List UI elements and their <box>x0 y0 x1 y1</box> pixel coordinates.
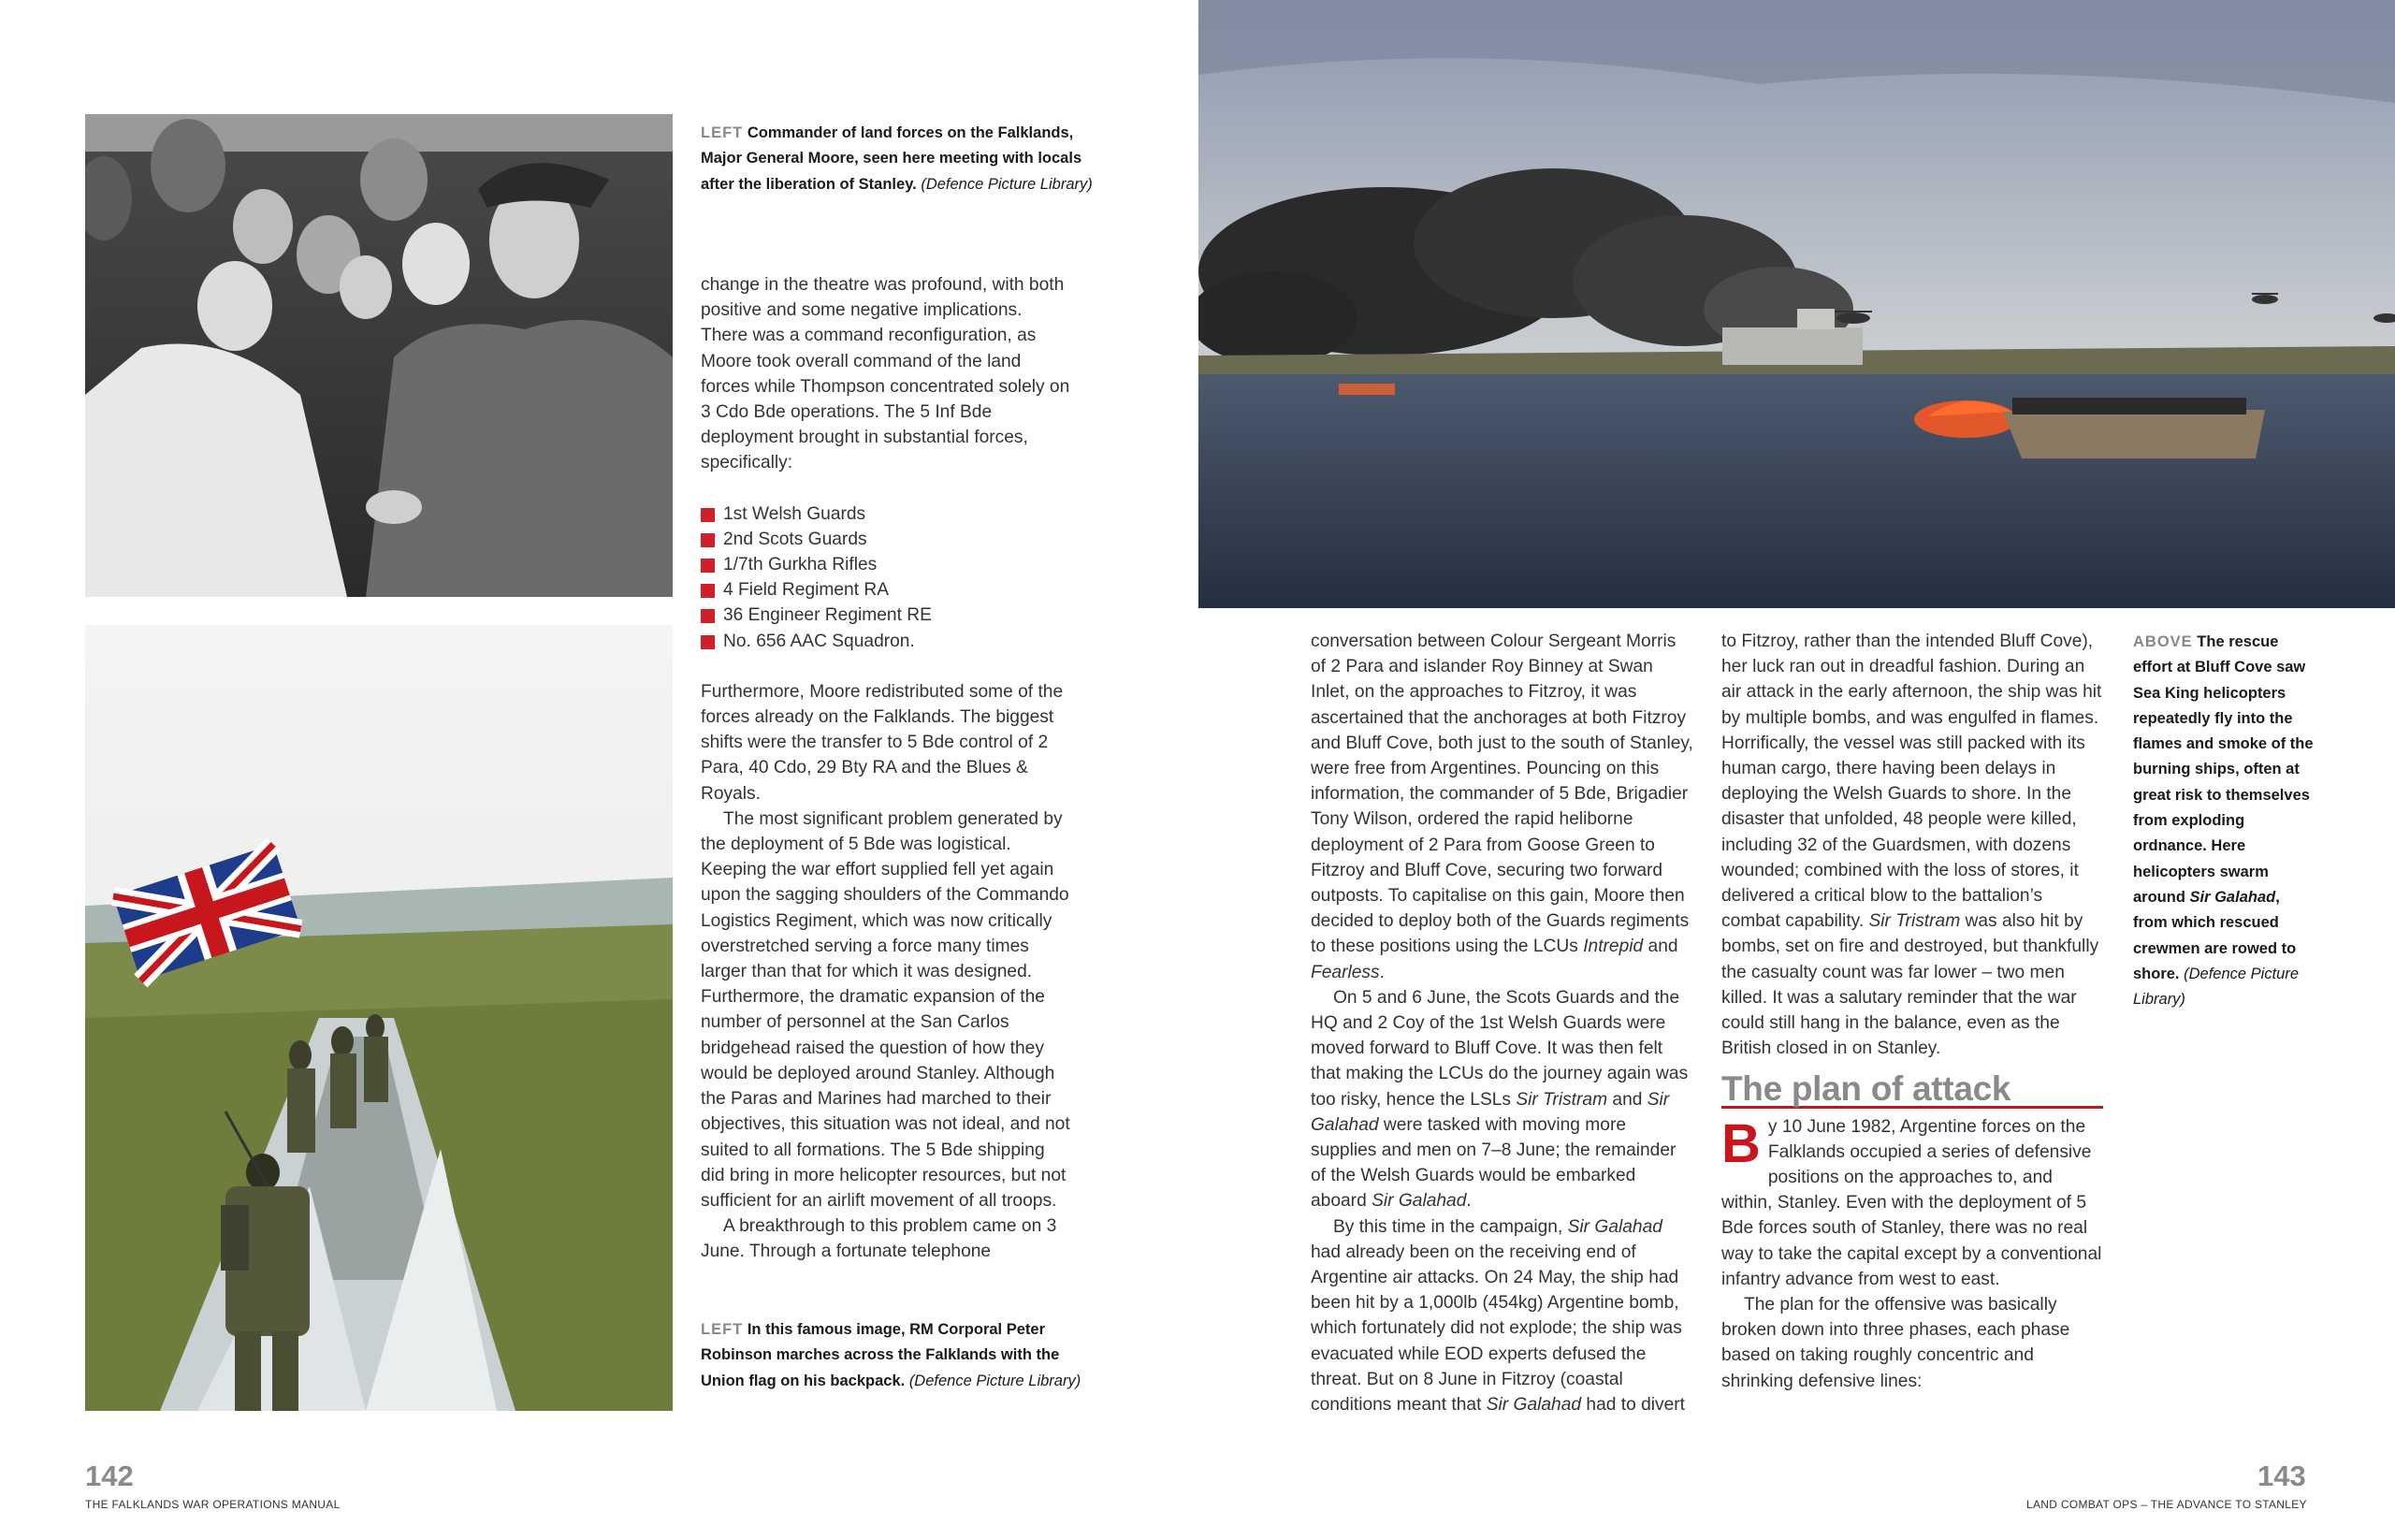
paragraph: By 10 June 1982, Argentine forces on the Falklands occupied a series of defensive positions on the approaches to, and within, Stanley. Even with the deployment of 5 Bde forces south of Stanley, there was no real way to take the capital except by a conventional infantry advance from west to east. <box>1721 1112 2102 1289</box>
caption-credit: (Defence Picture Library) <box>921 175 1093 193</box>
page-number-left: 142 <box>85 1460 134 1492</box>
drop-cap: B <box>1721 1112 1761 1174</box>
list-item: 2nd Scots Guards <box>701 527 1073 552</box>
paragraph: change in the theatre was profound, with both positive and some negative implications. There was a command reconfiguration, as Moore took overall command of the land forces while Thompson concentrated solely on 3 Cdo Bde operations. The 5 Inf Bde deployment brought in substantial forces, specifically: <box>701 275 1070 473</box>
paragraph: On 5 and 6 June, the Scots Guards and the HQ and 2 Coy of the 1st Welsh Guards were moved forward to Bluff Cove. It was then felt that making the LCUs do the journey again was too risky, hence the LSLs Sir Tristram and Sir Galahad were tasked with moving more supplies and men on 7–8 June; the remainder of the Welsh Guards would be embarked aboard Sir Galahad. <box>1311 987 1689 1212</box>
caption-text: The rescue effort at Bluff Cove saw Sea King helicopters repeatedly fly into the flames and smoke of the burning ships, often at great risk to themselves from exploding ordnance. Here helicopters swarm around <box>2133 633 2314 906</box>
paragraph: Furthermore, Moore redistributed some of the forces already on the Falklands. The biggest shifts were the transfer to 5 Bde control of 2 Para, 40 Cdo, 29 Bty RA and the Blues & Royals. <box>701 681 1064 804</box>
page-number-right: 143 <box>2257 1460 2306 1492</box>
bullet-square-icon <box>701 609 715 623</box>
paragraph: A breakthrough to this problem came on 3 June. Through a fortunate telephone <box>701 1216 1057 1262</box>
column-1-text <box>701 272 1073 1265</box>
photo-moore-with-locals <box>85 114 673 597</box>
unit-list <box>701 501 1073 654</box>
section-heading-block <box>1721 1069 2103 1109</box>
bullet-square-icon <box>701 559 715 573</box>
caption-above-right: ABOVE The rescue effort at Bluff Cove saw Sea King helicopters repeatedly fly into the flames and smoke of the burning ships, often at great risk to themselves from exploding ordnance. Here helicopters swarm around Sir Galahad, from which rescued crewmen are rowed to shore. (Defence Picture Library) <box>2133 633 2314 1009</box>
caption-credit: (Defence Picture Library) <box>2133 965 2300 1009</box>
column-3-text <box>1721 629 2105 1394</box>
caption-label: ABOVE <box>2133 633 2193 650</box>
paragraph: The plan for the offensive was basically broken down into three phases, each phase based on taking roughly concentric and shrinking defensive lines: <box>1721 1295 2070 1391</box>
photo-bluff-cove-rescue <box>1198 0 2395 608</box>
photo-corporal-union-flag <box>85 625 673 1411</box>
caption-bottom-left <box>701 1317 1084 1394</box>
running-footer-right: LAND COMBAT OPS – THE ADVANCE TO STANLEY <box>2026 1498 2307 1511</box>
paragraph: to Fitzroy, rather than the intended Bluff Cove), her luck ran out in dreadful fashion. During an air attack in the early afternoon, the ship was hit by multiple bombs, and was engulfed in flames. Horrifically, the vessel was still packed with its human cargo, there having been delays in deploying the Welsh Guards to shore. In the disaster that unfolded, 48 people were killed, including 32 of the Guardsmen, with dozens wounded; combined with the loss of stores, it delivered a critical blow to the battalion’s combat capability. Sir Tristram was also hit by bombs, set on fire and destroyed, but thankfully the casualty count was far lower – two men killed. It was a salutary reminder that the war could still hang in the balance, even as the British closed in on Stanley. <box>1721 632 2102 1059</box>
list-item: No. 656 AAC Squadron. <box>701 629 1073 654</box>
column-2-text <box>1311 629 1694 1417</box>
paragraph: By this time in the campaign, Sir Galahad had already been on the receiving end of Argentine air attacks. On 24 May, the ship had been hit by a 1,000lb (454kg) Argentine bomb, which fortunately did not explode; the ship was evacuated while EOD experts defused the threat. But on 8 June in Fitzroy (coastal conditions meant that Sir Galahad had to divert <box>1311 1216 1685 1416</box>
caption-text: Commander of land forces on the Falklands, Major General Moore, seen here meeting with locals after the liberation of Stanley. <box>701 124 1082 193</box>
list-item: 4 Field Regiment RA <box>701 577 1073 603</box>
caption-label: LEFT <box>701 124 744 141</box>
paragraph: conversation between Colour Sergeant Morris of 2 Para and islander Roy Binney at Swan Inlet, on the approaches to Fitzroy, it was ascertained that the anchorages at both Fitzroy and Bluff Cove, both just to the south of Stanley, were free from Argentines. Pouncing on this information, the commander of 5 Bde, Brigadier Tony Wilson, ordered the rapid heliborne deployment of 2 Para from Goose Green to Fitzroy and Bluff Cove, securing two forward outposts. To capitalise on this gain, Moore then decided to deploy both of the Guards regiments to these positions using the LCUs Intrepid and Fearless. <box>1311 632 1693 982</box>
list-item: 1st Welsh Guards <box>701 501 1073 527</box>
running-footer-left: THE FALKLANDS WAR OPERATIONS MANUAL <box>85 1498 341 1511</box>
section-heading: The plan of attack <box>1721 1069 2011 1109</box>
list-item: 36 Engineer Regiment RE <box>701 603 1073 628</box>
paragraph: The most significant problem generated by the deployment of 5 Bde was logistical. Keeping the war effort supplied fell yet again upon the sagging shoulders of the Commando Logistics Regiment, which was now critically overstretched serving a force many times larger than that for which it was designed. Furthermore, the dramatic expansion of the number of personnel at the San Carlos bridgehead raised the question of how they would be deployed around Stanley. Although the Paras and Marines had marched to their objectives, this situation was not ideal, and not suited to all formations. The 5 Bde shipping did bring in more helicopter resources, but not sufficient for an airlift movement of all troops. <box>701 808 1070 1211</box>
caption-top-left <box>701 121 1094 197</box>
caption-text: In this famous image, RM Corporal Peter Robinson marches across the Falklands with the Union flag on his backpack. <box>701 1321 1060 1389</box>
list-item: 1/7th Gurkha Rifles <box>701 552 1073 577</box>
caption-credit: (Defence Picture Library) <box>908 1372 1081 1389</box>
bullet-square-icon <box>701 635 715 649</box>
caption-label: LEFT <box>701 1321 744 1338</box>
bullet-square-icon <box>701 584 715 598</box>
bullet-square-icon <box>701 508 715 522</box>
bullet-square-icon <box>701 533 715 547</box>
